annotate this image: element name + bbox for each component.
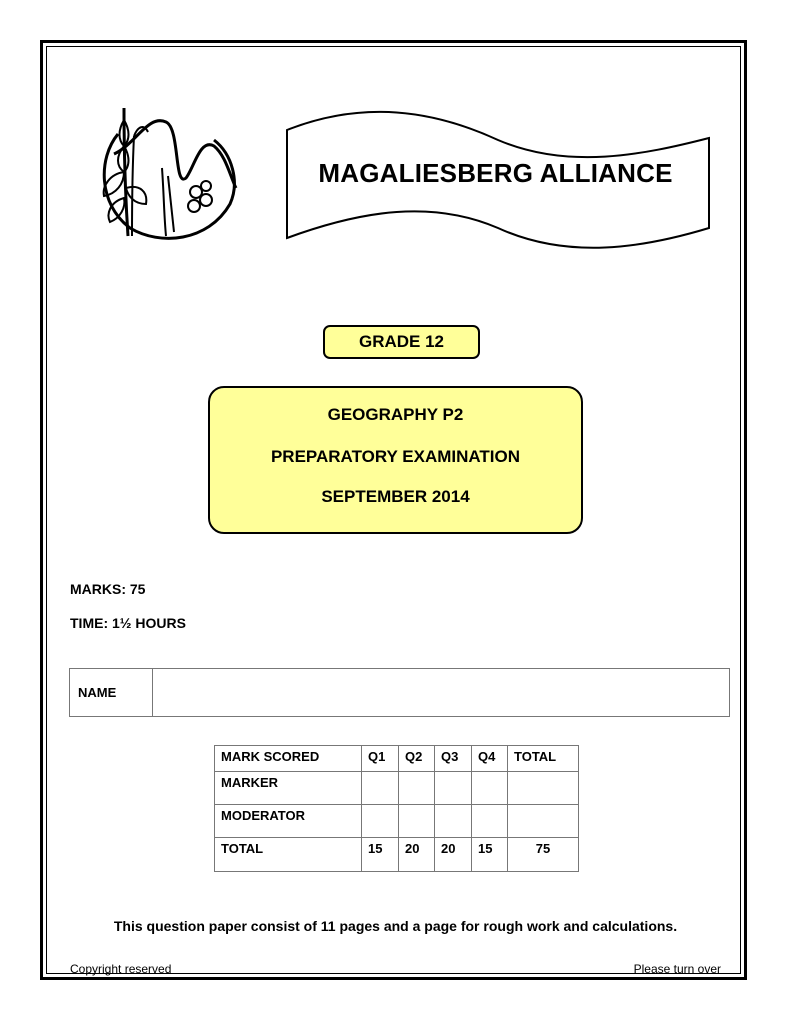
page-count-note: This question paper consist of 11 pages and a page for rough work and calculations. <box>113 918 678 934</box>
header-total: TOTAL <box>508 746 579 772</box>
row-label-marker: MARKER <box>215 772 362 805</box>
total-q3-value: 20 <box>435 838 472 872</box>
row-label-moderator: MODERATOR <box>215 805 362 838</box>
organisation-title: MAGALIESBERG ALLIANCE <box>318 158 673 188</box>
grade-badge: GRADE 12 <box>323 325 480 359</box>
moderator-q2-cell[interactable] <box>399 805 435 838</box>
moderator-q1-cell[interactable] <box>362 805 399 838</box>
moderator-q4-cell[interactable] <box>472 805 508 838</box>
total-q4-value: 15 <box>472 838 508 872</box>
mark-score-table <box>214 745 579 872</box>
exam-title-box <box>208 386 583 534</box>
table-row <box>215 838 579 872</box>
copyright-text: Copyright reserved <box>70 962 172 976</box>
turn-over-text: Please turn over <box>633 962 721 976</box>
moderator-total-cell[interactable] <box>508 805 579 838</box>
marker-q3-cell[interactable] <box>435 772 472 805</box>
table-row <box>215 772 579 805</box>
header-q4: Q4 <box>472 746 508 772</box>
exam-subject: GEOGRAPHY P2 <box>327 405 464 424</box>
magaliesberg-mountain-plant-logo-icon <box>90 96 240 246</box>
name-label: NAME <box>70 669 153 717</box>
header-q3: Q3 <box>435 746 472 772</box>
marker-q1-cell[interactable] <box>362 772 399 805</box>
total-overall-value: 75 <box>508 838 579 872</box>
name-table <box>69 668 730 717</box>
total-q1-value: 15 <box>362 838 399 872</box>
exam-type: PREPARATORY EXAMINATION <box>270 447 521 466</box>
total-marks: MARKS: 75 <box>70 581 146 597</box>
exam-duration: TIME: 1½ HOURS <box>70 615 186 631</box>
row-label-total: TOTAL <box>215 838 362 872</box>
marker-total-cell[interactable] <box>508 772 579 805</box>
header-q1: Q1 <box>362 746 399 772</box>
header-q2: Q2 <box>399 746 435 772</box>
header-mark-scored: MARK SCORED <box>215 746 362 772</box>
marker-q2-cell[interactable] <box>399 772 435 805</box>
marker-q4-cell[interactable] <box>472 772 508 805</box>
exam-date: SEPTEMBER 2014 <box>321 487 470 506</box>
table-row <box>215 805 579 838</box>
table-header-row <box>215 746 579 772</box>
moderator-q3-cell[interactable] <box>435 805 472 838</box>
name-input-field[interactable] <box>153 669 730 717</box>
total-q2-value: 20 <box>399 838 435 872</box>
